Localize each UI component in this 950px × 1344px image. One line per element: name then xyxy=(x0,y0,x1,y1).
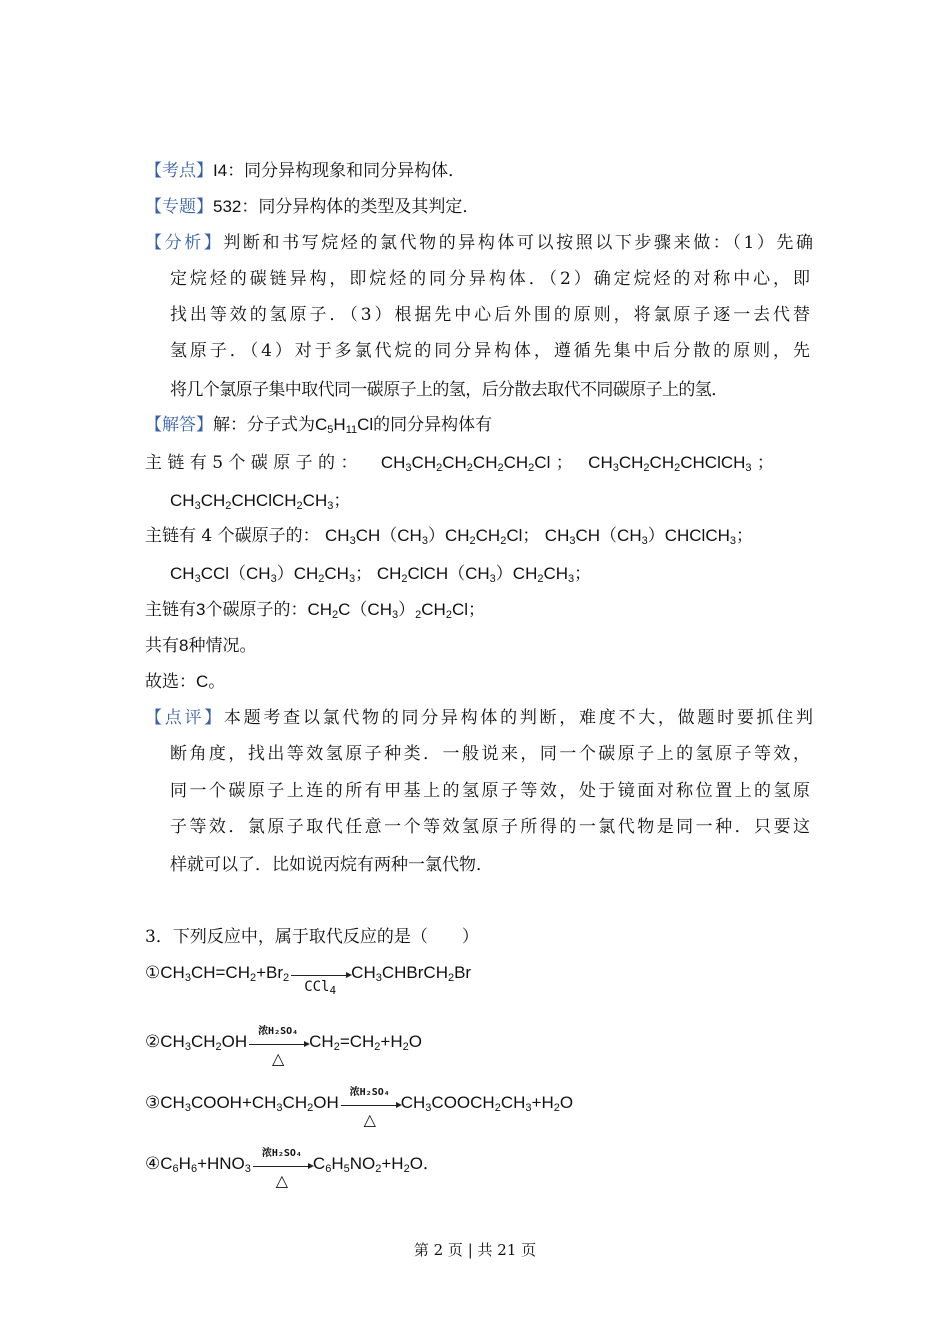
total-line xyxy=(145,633,813,659)
isomer-2: $CH_3CH_2CH_2CHClCH_3$ xyxy=(588,453,752,474)
kaodian-text: ：同分异构现象和同分异构体． xyxy=(227,161,466,181)
total-b: 种情况。 xyxy=(188,636,257,656)
h2so4-condition: 浓H₂SO₄ xyxy=(258,1026,299,1037)
fenxi-line-2: 定烷烃的碳链异构，即烷烃的同分异构体．（2）确定烷烃的对称中心，即 xyxy=(170,269,810,289)
jieda-intro: 解：分子式为 xyxy=(213,415,315,435)
kaodian-line xyxy=(145,158,813,184)
c3-num: 3 xyxy=(196,600,206,619)
choice-b: 。 xyxy=(208,672,226,692)
jieda-intro-end: 的同分异构体有 xyxy=(373,415,493,435)
dianping-line-4: 子等效．氯原子取代任意一个等效氢原子所得的一氯代物是同一种．只要这 xyxy=(170,817,810,837)
h2so4-condition: 浓H₂SO₄ xyxy=(261,1148,302,1159)
reaction-1-number: ① xyxy=(145,963,161,982)
ccl4-condition: CCl$_4$ xyxy=(304,979,337,997)
arrow-h2so4 xyxy=(247,1026,309,1068)
dianping-text-1: 本题考查以氯代物的同分异构体的判断，难度不大，做题时要抓住判 xyxy=(223,708,814,728)
arrow-h2so4 xyxy=(251,1148,313,1190)
reaction-3: $③CH_3COOH+CH_3CH_2OH$ 浓H₂SO₄ △ $CH_3COOCH_2CH_3+H_2O$ xyxy=(145,1090,813,1116)
c5-line: 主 链 有 5 个 碳 原 子 的 ： $CH_3CH_2CH_2CH_2CH_2Cl$ ； $CH_3CH_2CH_2CHClCH_3$ ； xyxy=(145,453,774,474)
h2so4-condition: 浓H₂SO₄ xyxy=(349,1087,390,1098)
zhuanti-tag: 【专题】 xyxy=(145,197,213,217)
kaodian-tag: 【考点】 xyxy=(145,161,213,181)
c3-label-2: 个碳原子的： xyxy=(205,600,308,620)
c4-label: 主链有 4 个碳原子的： xyxy=(145,526,320,546)
arrow-ccl4 xyxy=(289,960,351,997)
isomer-3: $CH_3CH_2CHClCH_2CH_3$； xyxy=(170,491,351,512)
total-num: 8 xyxy=(179,636,189,655)
zhuanti-text: ：同分异构体的类型及其判定． xyxy=(241,197,480,217)
isomer-1: $CH_3CH_2CH_2CH_2CH_2Cl$ xyxy=(380,453,551,474)
fenxi-tag: 【分析】 xyxy=(145,233,224,253)
dianping-line-5: 样就可以了．比如说丙烷有两种一氯代物． xyxy=(170,855,493,875)
jieda-tag: 【解答】 xyxy=(145,415,213,435)
arrow-h2so4 xyxy=(339,1087,401,1129)
fenxi-line-4: 氢原子．（4）对于多氯代烷的同分异构体，遵循先集中后分散的原则，先 xyxy=(170,341,810,361)
formula-c5h11cl: $C_5H_{11}Cl$ xyxy=(315,415,374,436)
choice-line xyxy=(145,669,813,695)
reaction-3-number: ③ xyxy=(145,1093,161,1112)
total-a: 共有 xyxy=(145,636,179,656)
fenxi-line-3: 找出等效的氢原子．（3）根据先中心后外围的原则，将氯原子逐一去代替 xyxy=(170,305,810,325)
dianping-tag: 【点评】 xyxy=(145,708,224,728)
reaction-4: $④C_6H_6+HNO_3$ 浓H₂SO₄ △ $C_6H_5NO_2+H_2O$． xyxy=(145,1151,813,1177)
jieda-line xyxy=(145,412,813,438)
fenxi-line-5: 将几个氯原子集中取代同一碳原子上的氢，后分散去取代不同碳原子上的氢． xyxy=(170,380,728,400)
fenxi-line-1 xyxy=(145,230,813,256)
dianping-line-3: 同一个碳原子上连的所有甲基上的氢原子等效，处于镜面对称位置上的氢原 xyxy=(170,781,810,801)
c3-line: 主链有3个碳原子的：$CH_2C(CH_3)_2CH_2Cl$； xyxy=(145,600,485,621)
fenxi-text-1: 判断和书写烷烃的氯代物的异构体可以按照以下步骤来做：（1）先确 xyxy=(223,233,814,253)
c5-label: 主 链 有 5 个 碳 原 子 的 ： xyxy=(145,453,358,473)
heat-delta: △ xyxy=(275,1171,289,1190)
isomer-7: $CH_2ClCH(CH_3)CH_2CH_3$ xyxy=(376,564,575,585)
heat-delta: △ xyxy=(363,1110,376,1129)
reaction-2-number: ② xyxy=(145,1032,161,1051)
kaodian-code: I4 xyxy=(213,161,228,180)
reaction-2: $②CH_3CH_2OH$ 浓H₂SO₄ △ $CH_2=CH_2+H_2O$ xyxy=(145,1029,813,1055)
reaction-4-number: ④ xyxy=(145,1154,161,1173)
end-period: ． xyxy=(422,1154,440,1173)
isomer-5: $CH_3CH(CH_3)CHClCH_3$ xyxy=(544,526,737,547)
isomer-8: $CH_2C(CH_3)_2CH_2Cl$ xyxy=(307,600,468,621)
dianping-line-1 xyxy=(145,705,813,731)
c3-label: 主链有 xyxy=(145,600,196,620)
choice-val: C xyxy=(196,672,209,691)
heat-delta: △ xyxy=(271,1049,285,1068)
isomer-6: $CH_3CCl(CH_3)CH_2CH_3$ xyxy=(170,564,356,585)
reaction-1: $①CH_3CH=CH_2+Br_2$ CCl$_4$ $CH_3CHBrCH_2Br$ xyxy=(145,960,813,986)
isomer-4: $CH_3CH(CH_3)CH_2CH_2Cl$ xyxy=(325,526,523,547)
zhuanti-line xyxy=(145,194,813,220)
question-stem: 3．下列反应中，属于取代反应的是（ ） xyxy=(145,927,479,947)
c4-line-2: $CH_3CCl(CH_3)CH_2CH_3$； $CH_2ClCH(CH_3)CH_2CH_3$； xyxy=(170,564,592,585)
choice-a: 故选： xyxy=(145,672,196,692)
zhuanti-code: 532 xyxy=(213,197,242,216)
page-footer: 第 2 页 | 共 21 页 xyxy=(413,1241,537,1259)
c4-line: 主链有 4 个碳原子的： $CH_3CH(CH_3)CH_2CH_2Cl$； $CH_3CH(CH_3)CHClCH_3$； xyxy=(145,526,754,547)
dianping-line-2: 断角度，找出等效氢原子种类．一般说来，同一个碳原子上的氢原子等效， xyxy=(170,744,810,764)
